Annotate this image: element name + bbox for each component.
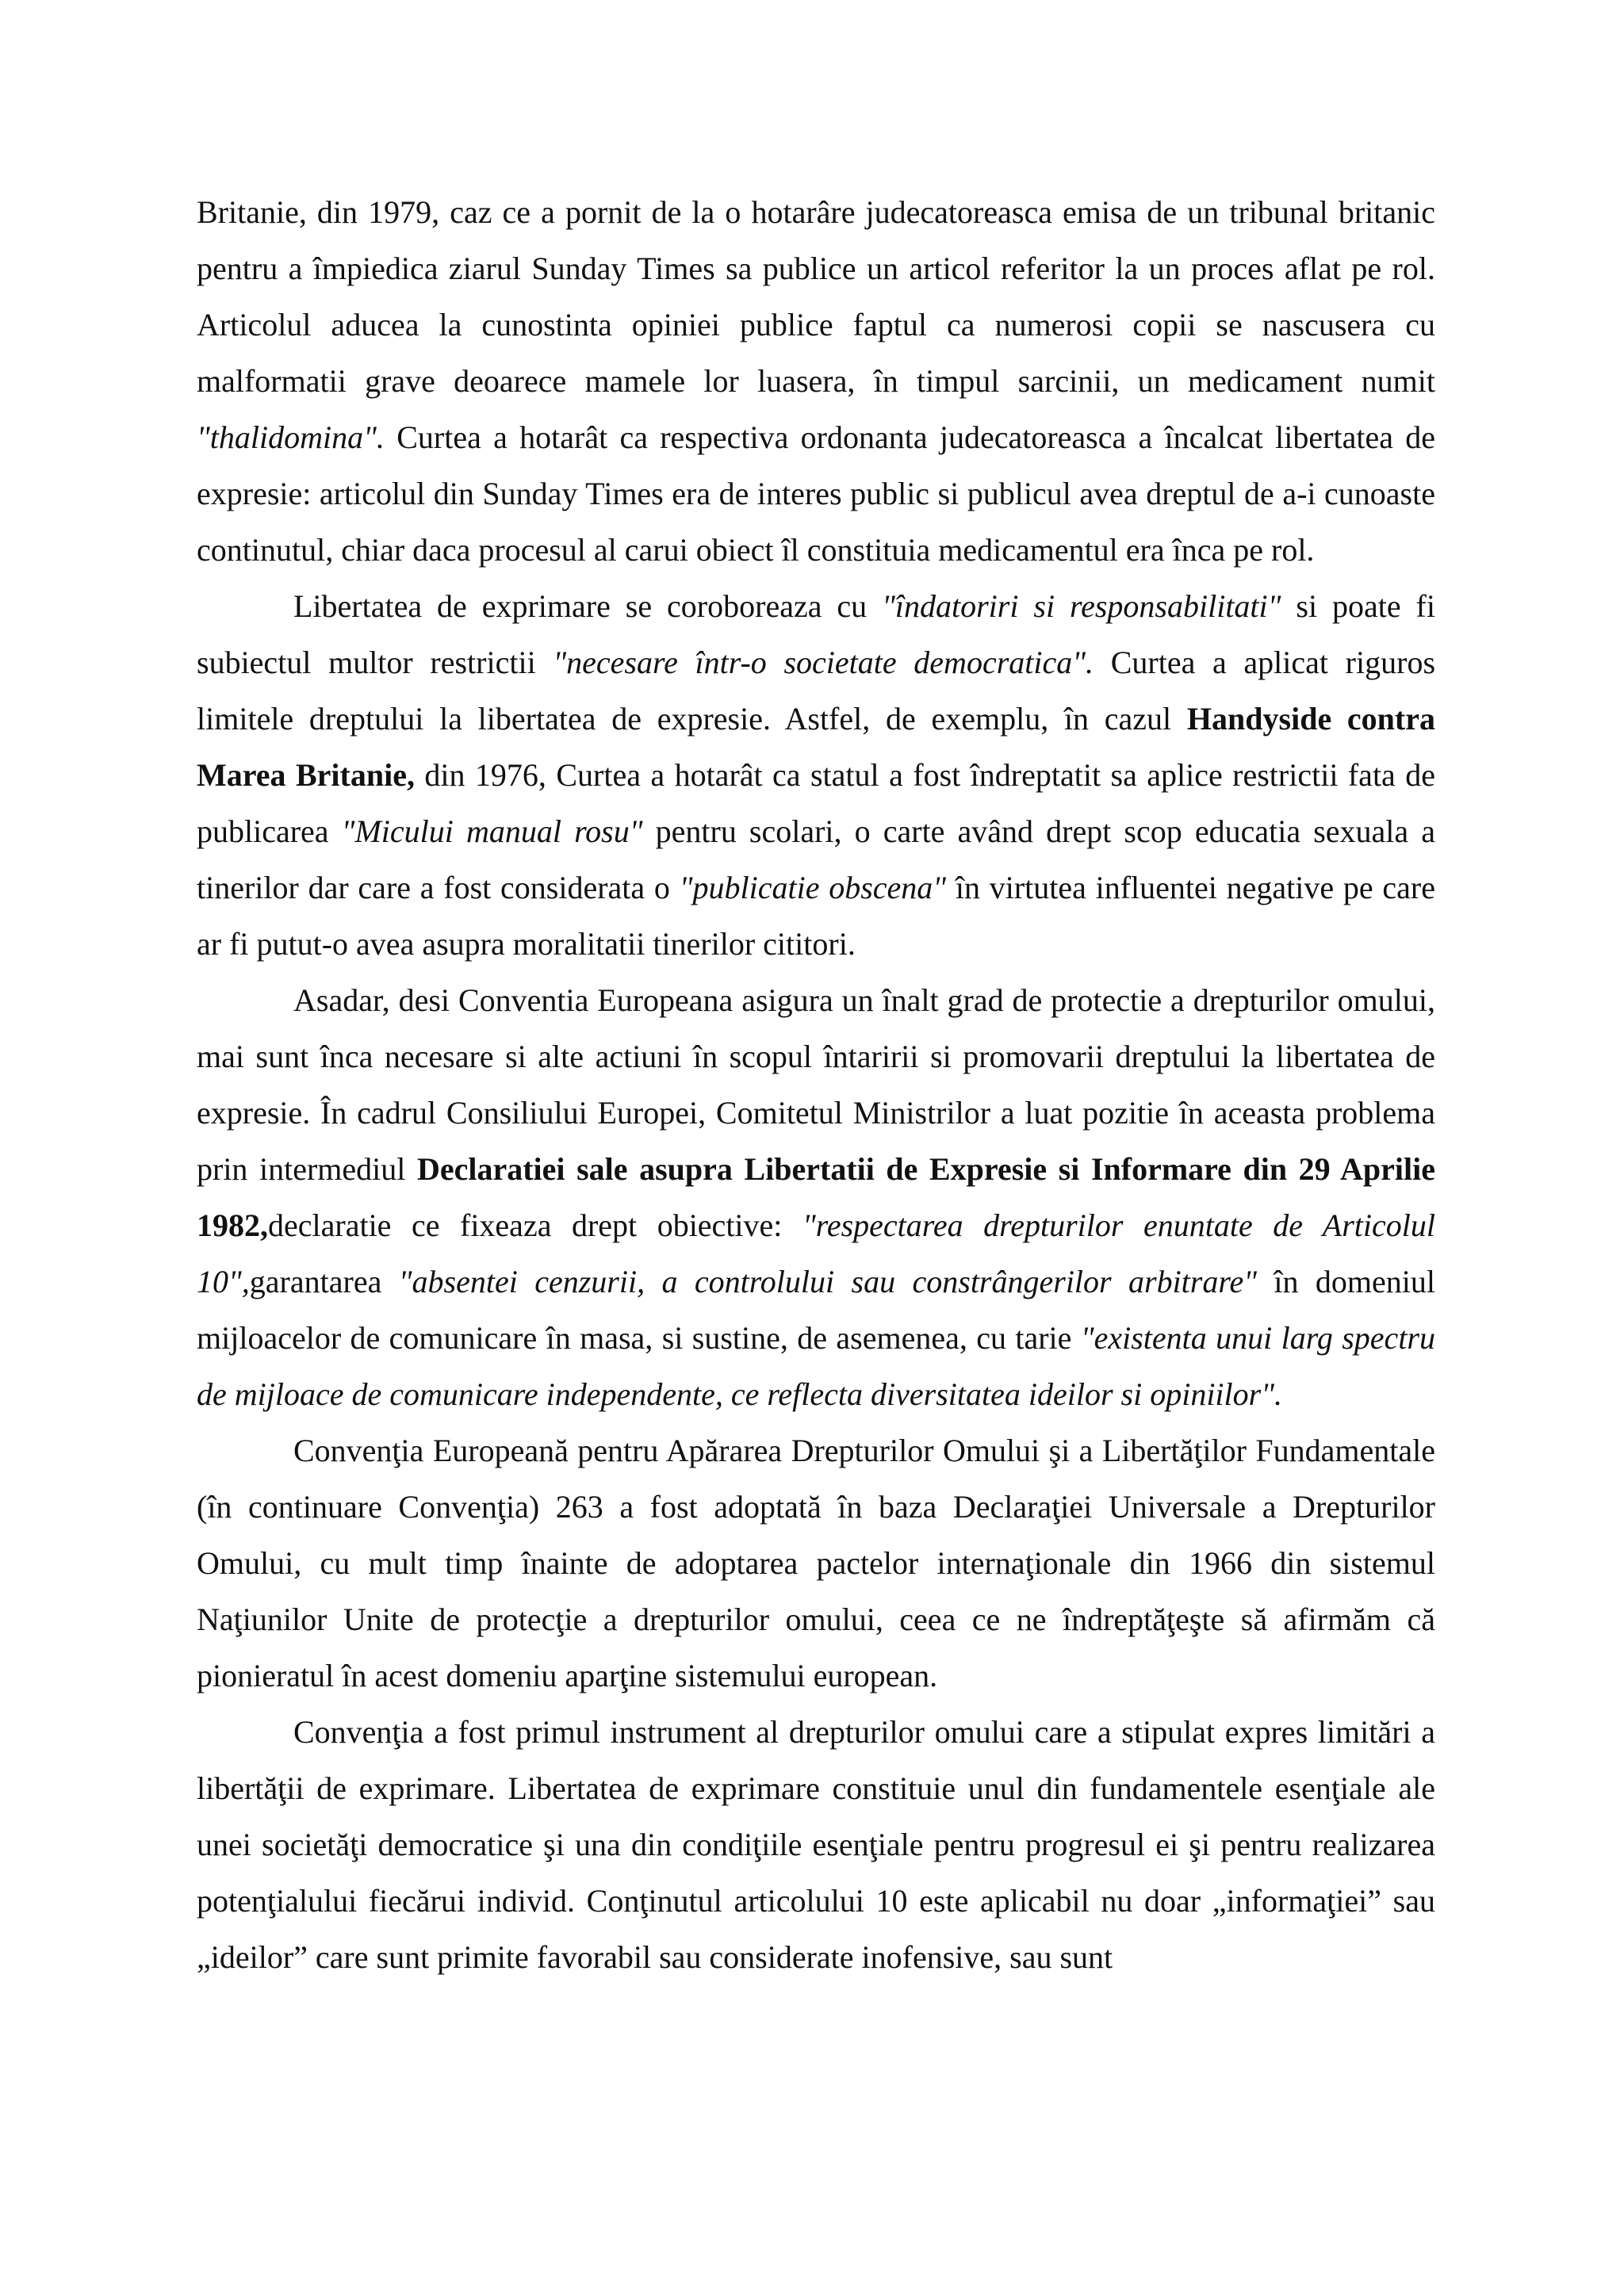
italic-text: "îndatoriri si responsabilitati" <box>882 588 1281 624</box>
paragraph-3 <box>197 972 1435 1422</box>
text-run: declaratie ce fixeaza drept obiective: <box>268 1207 802 1243</box>
text-run: Britanie, din 1979, caz ce a pornit de la o hotarâre judecatoreasca emisa de un tribunal britanic pentru a împiedica ziarul Sunday Times sa publice un articol referitor la un proces aflat pe rol. Articolul aducea la cunostinta opiniei publice faptul ca numerosi copii se nascusera cu malformatii grave deoarece mamele lor luasera, în timpul sarcinii, un medicament numit <box>197 194 1435 399</box>
italic-text: "necesare într-o societate democratica". <box>553 645 1094 680</box>
paragraph-5 <box>197 1704 1435 1985</box>
bold-text: Handyside contra Marea Britanie, <box>197 701 1436 793</box>
text-run: Asadar, desi Conventia Europeana asigura un înalt grad de protectie a drepturilor omului, mai sunt înca necesare si alte actiuni în scopul întaririi si promovarii dreptului la libertatea de expresie. În cadrul Consiliului Europei, Comitetul Ministrilor a luat pozitie în aceasta problema prin intermediul <box>197 982 1435 1187</box>
italic-text: "publicatie obscena" <box>679 870 947 905</box>
bold-text: Declaratiei sale asupra Libertatii de Expresie si Informare din 29 Aprilie 1982, <box>197 1151 1435 1243</box>
italic-text: "existenta unui larg spectru de mijloace de comunicare independente, ce reflecta diversitatea ideilor si opiniilor". <box>197 1320 1435 1412</box>
text-run: si poate fi subiectul multor restrictii <box>197 588 1435 680</box>
text-run: Libertatea de exprimare se coroboreaza cu <box>293 588 883 624</box>
text-run: în domeniul mijloacelor de comunicare în masa, si sustine, de asemenea, cu tarie <box>197 1264 1435 1356</box>
paragraph-4 <box>197 1422 1435 1704</box>
text-run: garantarea <box>249 1264 399 1299</box>
text-run: Convenţia a fost primul instrument al drepturilor omului care a stipulat expres limitări a libertăţii de exprimare. Libertatea de exprimare constituie unul din fundamentele esenţiale ale unei societăţi democratice şi una din condiţiile esenţiale pentru progresul ei şi pentru realizarea potenţialului fiecărui individ. Conţinutul articolului 10 este aplicabil nu doar „informaţiei” sau „ideilor” care sunt primite favorabil sau considerate inofensive, sau sunt <box>197 1714 1435 1975</box>
document-page <box>197 184 1435 1985</box>
paragraph-2 <box>197 578 1435 972</box>
text-run: Convenţia Europeană pentru Apărarea Drepturilor Omului şi a Libertăţilor Fundamentale (în continuare Convenţia) 263 a fost adoptată în baza Declaraţiei Universale a Drepturilor Omului, cu mult timp înainte de adoptarea pactelor internaţionale din 1966 din sistemul Naţiunilor Unite de protecţie a drepturilor omului, ceea ce ne îndreptăţeşte să afirmăm că pionieratul în acest domeniu aparţine sistemului european. <box>197 1433 1435 1693</box>
italic-text: "Micului manual rosu" <box>341 813 643 849</box>
italic-text: "respectarea drepturilor enuntate de Articolul 10", <box>197 1207 1435 1299</box>
italic-text: "thalidomina". <box>197 419 385 455</box>
text-run: Curtea a hotarât ca respectiva ordonanta judecatoreasca a încalcat libertatea de expresie: articolul din Sunday Times era de interes public si publicul avea dreptul de a-i cunoaste continutul, chiar daca procesul al carui obiect îl constituia medicamentul era înca pe rol. <box>197 419 1435 568</box>
italic-text: "absentei cenzurii, a controlului sau constrângerilor arbitrare" <box>398 1264 1257 1299</box>
text-run: pentru scolari, o carte având drept scop educatia sexuala a tinerilor dar care a fost considerata o <box>197 813 1435 905</box>
text-run: din 1976, Curtea a hotarât ca statul a fost îndreptatit sa aplice restrictii fata de publicarea <box>197 757 1435 849</box>
text-run: în virtutea influentei negative pe care ar fi putut-o avea asupra moralitatii tinerilor cititori. <box>197 870 1435 962</box>
paragraph-1 <box>197 184 1435 578</box>
text-run: Curtea a aplicat riguros limitele dreptului la libertatea de expresie. Astfel, de exemplu, în cazul <box>197 645 1436 737</box>
